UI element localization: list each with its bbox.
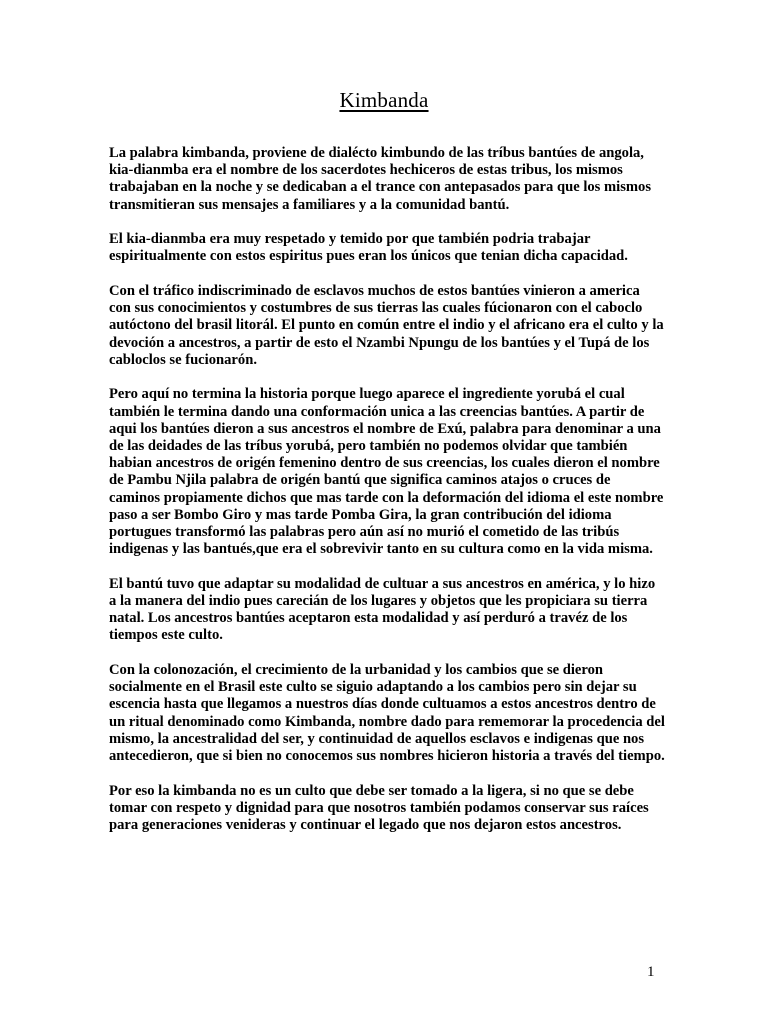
- paragraph-slave-trade: Con el tráfico indiscriminado de esclavos muchos de estos bantúes vinieron a america con sus conocimientos y costumbres de sus tierras las cuales fúcionaron con el caboclo autóctono del brasil litorál. El punto en común entre el indio y el africano era el culto y la devoción a ancestros, a partir de esto el Nzambi Npungu de los bantúes y el Tupá de los cabloclos se fucionarón.: [109, 283, 664, 368]
- document-body: [109, 145, 665, 852]
- document-title: Kimbanda: [339, 88, 429, 112]
- paragraph-conclusion: Por eso la kimbanda no es un culto que debe ser tomado a la ligera, si no que se debe tomar con respeto y dignidad para que nosotros también podamos conservar sus raíces para generaciones venideras y continuar el legado que nos dejaron estos ancestros.: [109, 782, 649, 834]
- page-number: 1: [647, 964, 655, 980]
- paragraph-colonization: Con la colonozación, el crecimiento de la urbanidad y los cambios que se dieron socialmente en el Brasil este culto se siguio adaptando a los cambios pero sin dejar su escencia hasta que llegamos a nuestros días donde cultuamos a estos ancestros dentro de un ritual denominado como Kimbanda, nombre dado para rememorar la procedencia del mismo, la ancestralidad del ser, y continuidad de aquellos esclavos e indigenas que nos antecedieron, que si bien no conocemos sus nombres hicieron historia a través del tiempo.: [109, 662, 665, 765]
- paragraph-kia-dianmba: El kia-dianmba era muy respetado y temido por que también podria trabajar espiritualmente con estos espiritus pues eran los únicos que tenian dicha capacidad.: [109, 231, 628, 265]
- paragraph-kimbanda-origin: La palabra kimbanda, proviene de dialécto kimbundo de las tríbus bantúes de angola, kia-dianmba era el nombre de los sacerdotes hechiceros de estas tribus, los mismos trabajaban en la noche y se dedicaban a el trance con antepasados para que los mismos transmitieran sus mensajes a familiares y a la comunidad bantú.: [109, 145, 652, 213]
- paragraph-yoruba-influence: Pero aquí no termina la historia porque luego aparece el ingrediente yorubá el cual también le termina dando una conformación unica a las creencias bantúes. A partir de aqui los bantúes dieron a sus ancestros el nombre de Exú, palabra para denominar a una de las deidades de las tríbus yorubá, pero también no podemos olvidar que también habian ancestros de origén femenino dentro de sus creencias, los cuales dieron el nombre de Pambu Njila palabra de origén bantú que significa caminos atajos o cruces de caminos propiamente dichos que mas tarde con la deformación del idioma el este nombre paso a ser Bombo Giro y mas tarde Pomba Gira, la gran contribución del idioma portugues transformó las palabras pero aún así no murió el cometido de las tribús indigenas y las bantués,que era el sobrevivir tanto en su cultura como en la vida misma.: [109, 386, 664, 558]
- paragraph-adaptation-america: El bantú tuvo que adaptar su modalidad de cultuar a sus ancestros en américa, y lo hizo a la manera del indio pues carecián de los lugares y objetos que les propiciara su tierra natal. Los ancestros bantúes aceptaron esta modalidad y así perduró a travéz de los tiempos este culto.: [109, 575, 656, 644]
